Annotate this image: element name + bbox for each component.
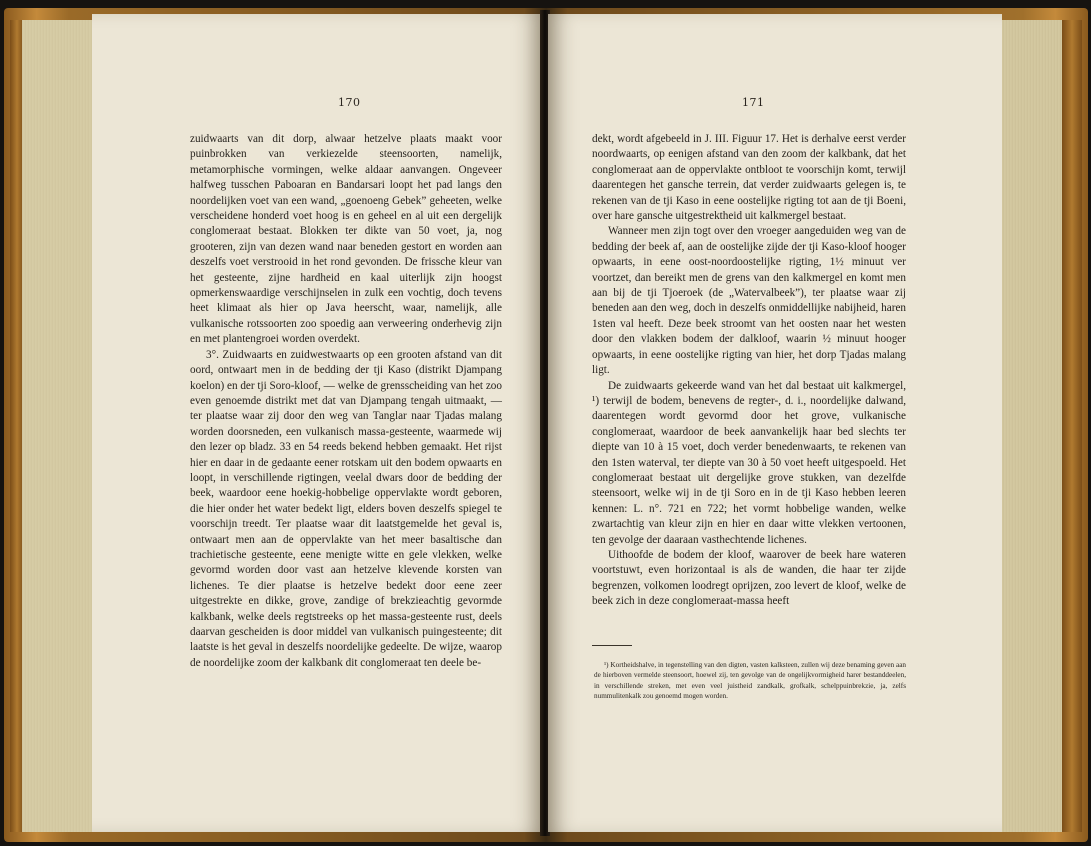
page-number: 171 (742, 96, 765, 109)
right-page-edges (1000, 20, 1062, 832)
left-page (92, 14, 542, 832)
page-body (190, 132, 502, 671)
paragraph: dekt, wordt afgebeeld in J. III. Figuur 17. Het is derhalve eerst verder noordwaarts, op eenigen afstand van den zoom der kalkbank, dat het conglomeraat aan de oppervlakte ontbloot te voorschijn komt, terwijl daarentegen het gansche terrein, dat verder zuidwaarts gelegen is, te rekenen van de tji Kaso in eene oostelijke rigting tot aan de tji Boeni, over hare gansche uitgestrektheid uit kalkmergel bestaat. (592, 133, 906, 223)
footnote: ¹) Kortheidshalve, in tegenstelling van den digten, vasten kalksteen, zullen wij deze benaming geven aan de hierboven vermelde steensoort, hoewel zij, ten gevolge van de ongelijkvormigheid harer bestanddeelen, in verschillende streken, met even veel juistheid zandkalk, grofkalk, schelppuinbrekzie, ja, zelfs nummulitenkalk zou genoemd mogen worden. (594, 661, 906, 701)
paragraph: 3°. Zuidwaarts en zuidwestwaarts op een grooten afstand van dit oord, ontwaart men in de bedding der tji Kaso (distrikt Djampang koelon) en der tji Soro-kloof, — welke de grensscheiding van het zoo even genoemde distrikt met dat van Djampang tengah uitmaakt, — ter plaatse waar zij door den weg van Tanglar naar Tjadas malang worden doorsneden, een vulkanisch massa-gesteente, waarmede wij den lezer op bladz. 33 en 54 reeds bekend hebben gemaakt. Het rijst hier en daar in de gedaante eener rotskam uit den bodem opwaarts en loopt, in verschillende rigtingen, veelal dwars door de bedding der beek, waardoor eene hoekig-hobbelige oppervlakte wordt geboren, die hier onder het water bedekt ligt, elders boven deszelfs spiegel te voorschijn treedt. Ter plaatse waar dit laatstgemelde het geval is, ontwaart men aan de oppervlakte van het meer basaltische dan trachietische gesteente, eene menigte witte en gele vlekken, welke gevormd worden door vast aan hetzelve klevende korsten van lichenes. Te dier plaatse is hetzelve bedekt door eene zeer uitgestrekte en dikke, grove, zandige of brekzieachtig gevormde kalkbank, welke deels regtstreeks op het massa-gesteente rust, deels daarvan gescheiden is door middel van vulkanisch puingesteente; dit laatste is het geval in deszelfs noordelijke gedeelte. De wijze, waarop de noordelijke zoom der kalkbank dit conglomeraat ten deele be- (190, 348, 502, 669)
page-body (592, 132, 906, 610)
paragraph: zuidwaarts van dit dorp, alwaar hetzelve plaats maakt voor puinbrokken van verkiezelde steensoorten, namelijk, metamorphische vormingen, welke aldaar aanvangen. Ongeveer halfweg tusschen Paboaran en Bandarsari loopt het pad langs den noordelijken voet van een wand, „goenoeng Gebek” geheeten, welke verscheidene honderd voet hoog is en geheel en al uit een dergelijk conglomeraat bestaat. Blokken ter dikte van 50 voet, ja, nog grooteren, zijn van dezen wand naar beneden gestort en worden aan deszelfs voet verstrooid in het rond gevonden. De frissche kleur van het gesteente, zijne hardheid en kaal uiterlijk zijn hoogst opmerkenswaardige verschijnselen in zulk een vochtig, doch tevens heet klimaat als hier op Java heerscht, waar, namelijk, alle vulkanische rotssoorten zoo spoedig aan verweering onderhevig zijn en met plantengroei worden overdekt. (190, 133, 502, 346)
right-cover-edge (1062, 20, 1082, 832)
paragraph: Wanneer men zijn togt over den vroeger aangeduiden weg van de bedding der beek af, aan de oostelijke zijde der tji Kaso-kloof hooger opwaarts, in eene oost-noordoostelijke rigting, 1½ minuut ver voortzet, dan bereikt men de grens van den kalkmergel en komt men aan bij de tji Tjoeroek (de „Watervalbeek”), ter plaatse waar zij beneden aan den weg, doch in deszelfs onmiddellijke nabijheid, haren 1sten val heeft. Deze beek stroomt van het oosten naar het westen door den vlakken bodem der dalkloof, waarin ½ minuut hooger opwaarts, in eene oostelijke rigting van hier, het dorp Tjadas malang ligt. (592, 225, 906, 377)
paragraph: Uithoofde de bodem der kloof, waarover de beek hare wateren voortstuwt, even horizontaal is als de wanden, die haar ter zijde begrenzen, volkomen loodregt oprijzen, zoo levert de kloof, welke de beek zich in deze conglomeraat-massa heeft (592, 548, 906, 608)
page-number: 170 (338, 96, 361, 109)
footnote-rule (592, 645, 632, 646)
left-page-edges (22, 20, 92, 832)
right-page (548, 14, 1002, 832)
paragraph: De zuidwaarts gekeerde wand van het dal bestaat uit kalkmergel, ¹) terwijl de bodem, benevens de regter-, d. i., noordelijke dalwand, daarentegen wordt gevormd door het grove, vulkanische conglomeraat, waardoor de beek aanvankelijk haar bed slechts ter diepte van 10 à 15 voet, doch verder benedenwaarts, te rekenen van den 1sten waterval, ter diepte van 30 à 50 voet heeft uitgespoeld. Het conglomeraat bestaat uit dergelijke grove stukken, van dezelfde steensoort, welke wij in de tji Soro en in de tji Kaso hebben leeren kennen: L. n°. 721 en 722; het vormt hobbelige wanden, welke zwartachtig van kleur zijn en hier en daar witte vlekken vertoonen, ten gevolge der daaraan vasthechtende lichenes. (592, 379, 906, 546)
